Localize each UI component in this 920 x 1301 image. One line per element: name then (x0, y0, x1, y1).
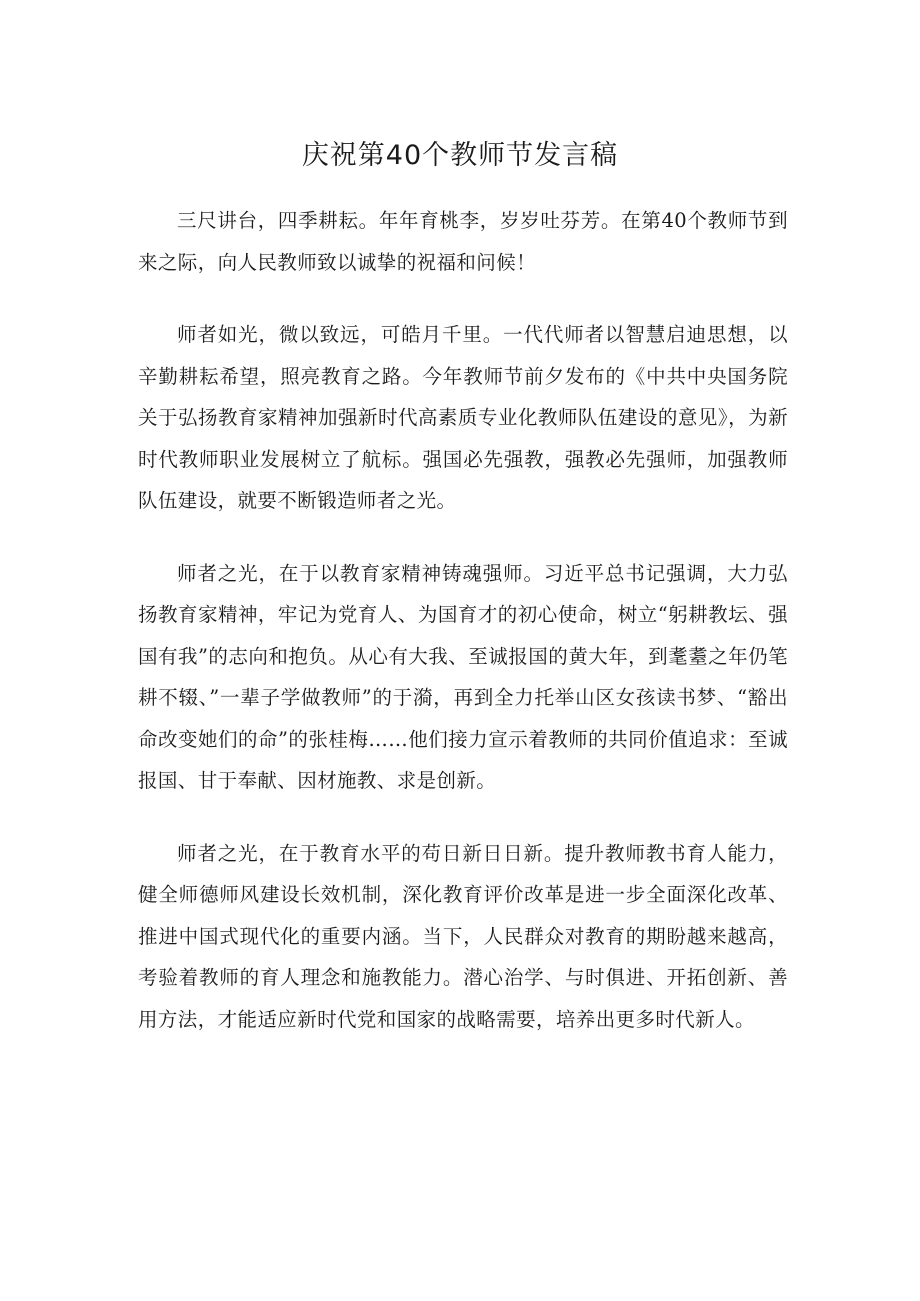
paragraph-1: 三尺讲台，四季耕耘。年年育桃李，岁岁吐芬芳。在第40个教师节到来之际，向人民教师致以诚挚的祝福和问候！ (138, 209, 788, 274)
paragraph-4: 师者之光，在于教育水平的苟日新日日新。提升教师教书育人能力，健全师德师风建设长效机制，深化教育评价改革是进一步全面深化改革、推进中国式现代化的重要内涵。当下，人民群众对教育的期盼越来越高，考验着教师的育人理念和施教能力。潜心治学、与时俱进、开拓创新、善用方法，才能适应新时代党和国家的战略需要，培养出更多时代新人。 (138, 841, 788, 1031)
paragraph-2: 师者如光，微以致远，可皓月千里。一代代师者以智慧启迪思想，以辛勤耕耘希望，照亮教育之路。今年教师节前夕发布的《中共中央国务院关于弘扬教育家精神加强新时代高素质专业化教师队伍建设的意见》，为新时代教师职业发展树立了航标。强国必先强教，强教必先强师，加强教师队伍建设，就要不断锻造师者之光。 (138, 323, 788, 512)
document-body (138, 200, 788, 1071)
paragraph-3: 师者之光，在于以教育家精神铸魂强师。习近平总书记强调，大力弘扬教育家精神，牢记为党育人、为国育才的初心使命，树立“躬耕教坛、强国有我”的志向和抱负。从心有大我、至诚报国的黄大年，到耄耋之年仍笔耕不辍、”一辈子学做教师”的于漪，再到全力托举山区女孩读书梦、“豁出命改变她们的命”的张桂梅……他们接力宣示着教师的共同价值追求：至诚报国、甘于奉献、因材施教、求是创新。 (138, 561, 788, 792)
document-title: 庆祝第40个教师节发言稿 (301, 140, 619, 171)
